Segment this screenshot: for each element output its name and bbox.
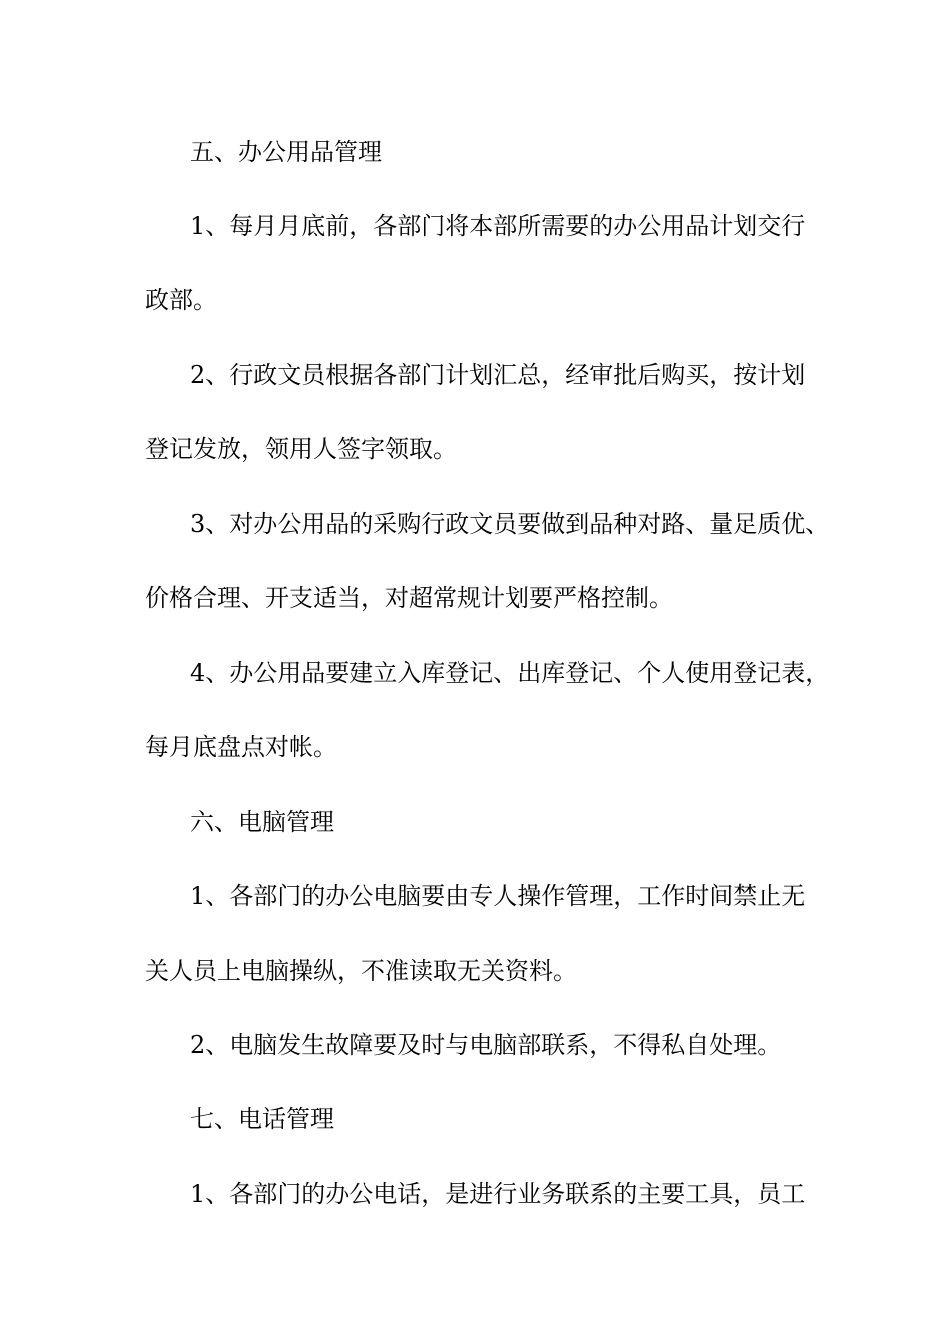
paragraph-line: 价格合理、开支适当，对超常规计划要严格控制。 (145, 584, 673, 612)
paragraph-line: 2、电脑发生故障要及时与电脑部联系，不得私自处理。 (190, 1031, 782, 1059)
section-heading-computer: 六、电脑管理 (190, 808, 334, 836)
paragraph-line: 1、各部门的办公电脑要由专人操作管理，工作时间禁止无 (190, 882, 806, 910)
paragraph-line: 关人员上电脑操纵，不准读取无关资料。 (145, 957, 577, 985)
paragraph-line: 1、每月月底前，各部门将本部所需要的办公用品计划交行 (190, 212, 806, 240)
paragraph-line: 1、各部门的办公电话，是进行业务联系的主要工具，员工 (190, 1180, 806, 1208)
paragraph-line: 2、行政文员根据各部门计划汇总，经审批后购买，按计划 (190, 361, 806, 389)
paragraph-line: 4、办公用品要建立入库登记、出库登记、个人使用登记表， (190, 659, 830, 687)
section-heading-telephone: 七、电话管理 (190, 1105, 334, 1133)
paragraph-line: 政部。 (145, 286, 217, 314)
paragraph-line: 3、对办公用品的采购行政文员要做到品种对路、量足质优、 (190, 510, 830, 538)
section-heading-office-supplies: 五、办公用品管理 (190, 138, 382, 166)
paragraph-line: 每月底盘点对帐。 (145, 733, 337, 761)
paragraph-line: 登记发放，领用人签字领取。 (145, 435, 457, 463)
